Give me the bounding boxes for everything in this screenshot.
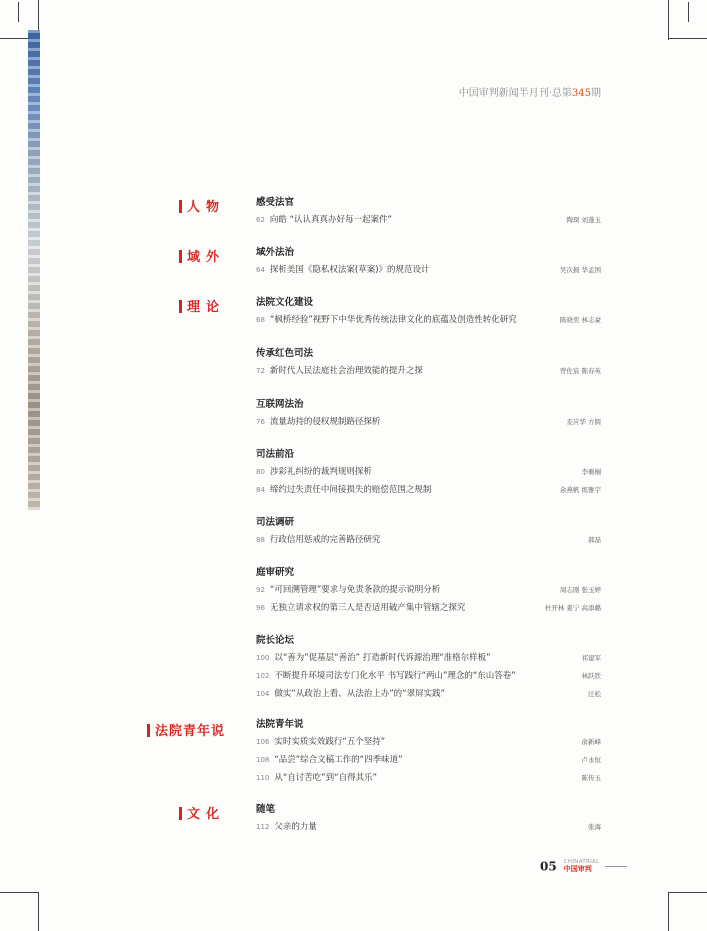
toc-section	[256, 448, 601, 498]
article-authors: 余燕帆 练雅宇	[559, 486, 601, 494]
article-title: 新时代人民法庭社会治理效能的提升之探	[269, 366, 423, 376]
crop-mark	[669, 38, 707, 39]
toc-section	[256, 347, 601, 379]
article-title: 向皓 “认认真真办好每一起案件”	[269, 215, 392, 225]
article-authors: 吴次损 华孟国	[559, 266, 601, 274]
article-title: 从“自讨苦吃”到“自得其乐”	[274, 773, 377, 783]
section-title: 随笔	[256, 804, 276, 815]
article-authors: 陈传玉	[581, 774, 601, 782]
article-authors: 周志刚 张玉婷	[559, 586, 601, 594]
page-number: 108	[256, 756, 270, 764]
logo-english: CHINATRIAL	[563, 859, 600, 866]
article-title: “可回溯管理”要求与免责条款的提示说明分析	[269, 585, 441, 595]
article-title: 探析美国《隐私权法案(草案)》的规范设计	[269, 265, 430, 275]
toc-entry[interactable]	[256, 212, 601, 228]
toc-section	[256, 516, 601, 548]
crop-mark	[669, 892, 707, 893]
toc-section	[256, 196, 601, 228]
toc-entry[interactable]	[256, 668, 601, 684]
toc-entry[interactable]	[256, 262, 601, 278]
toc-entry[interactable]	[256, 363, 601, 379]
red-bar	[179, 250, 182, 263]
page-number: 104	[256, 690, 270, 698]
toc-entry[interactable]	[256, 650, 601, 666]
section-title: 感受法官	[256, 197, 295, 208]
page-number: 68	[256, 316, 265, 324]
article-authors: 汪松	[588, 690, 601, 698]
article-authors: 曾佐宸 陈春英	[559, 367, 601, 375]
page-footer	[540, 856, 627, 875]
article-title: 缔约过失责任中间接损失的赔偿范围之规制	[269, 485, 432, 495]
page-number: 92	[256, 586, 265, 594]
article-authors: 陈晓奕 林志豪	[559, 316, 601, 324]
toc-entry[interactable]	[256, 312, 601, 328]
toc-entry[interactable]	[256, 734, 601, 750]
toc-section	[256, 296, 601, 328]
article-authors: 祁建军	[581, 654, 601, 662]
toc-section	[256, 566, 601, 616]
category-yuwai	[0, 246, 225, 265]
toc-entry[interactable]	[256, 752, 601, 768]
magazine-logo	[564, 860, 600, 873]
crop-mark	[38, 892, 39, 931]
section-title: 司法前沿	[256, 449, 295, 460]
page-number: 110	[256, 774, 270, 782]
crop-mark	[18, 2, 19, 22]
section-title: 庭审研究	[256, 567, 295, 578]
toc-entry[interactable]	[256, 414, 601, 430]
article-authors: 郝磊	[588, 536, 601, 544]
article-authors: 林跃铁	[581, 672, 601, 680]
crop-mark	[688, 2, 689, 22]
article-authors: 麦应华 方圆	[566, 418, 601, 426]
red-bar	[179, 200, 182, 213]
category-renwu	[0, 196, 225, 215]
toc-section	[256, 246, 601, 278]
toc-entry[interactable]	[256, 582, 601, 598]
section-title: 传承红色司法	[256, 348, 314, 359]
page-number: 106	[256, 738, 270, 746]
section-title: 互联网法治	[256, 399, 304, 410]
category-wenhua	[0, 803, 225, 822]
category-label: 法院青年说	[154, 724, 225, 739]
page-number: 88	[256, 536, 265, 544]
article-title: 以“善为”促基层“善治” 打造新时代诉源治理“准格尔样板”	[274, 653, 491, 663]
red-bar	[179, 300, 182, 313]
page-number: 64	[256, 266, 265, 274]
article-authors: 卢永恒	[581, 756, 601, 764]
crop-mark	[668, 0, 669, 40]
toc-entry[interactable]	[256, 686, 601, 702]
article-title: 做实“从政治上看、从法治上办”的“翠屏实践”	[274, 689, 445, 699]
toc-entry[interactable]	[256, 532, 601, 548]
toc-entry[interactable]	[256, 482, 601, 498]
crop-mark	[668, 892, 669, 931]
article-title: 实时实质实效践行“五个坚持”	[274, 737, 386, 747]
issue-number: 345	[571, 88, 591, 99]
category-label: 人物	[186, 200, 225, 215]
footer-rule	[605, 866, 627, 867]
article-title: 父亲的力量	[274, 822, 317, 832]
article-authors: 陶琛 刘蓬玉	[566, 216, 601, 224]
toc-section	[256, 634, 601, 702]
article-title: 涉彩礼纠纷的裁判规则探析	[269, 467, 372, 477]
page-number: 112	[256, 823, 270, 831]
red-bar	[147, 724, 150, 737]
article-title: “枫桥经验”视野下中华优秀传统法律文化的底蕴及创造性转化研究	[269, 315, 517, 325]
section-title: 院长论坛	[256, 635, 295, 646]
page-number: 100	[256, 654, 270, 662]
toc-entry[interactable]	[256, 464, 601, 480]
toc-section	[256, 398, 601, 430]
article-authors: 杜开林 姜宁 高添璐	[544, 604, 601, 612]
toc-entry[interactable]	[256, 819, 601, 835]
page-number: 76	[256, 418, 265, 426]
footer-page-number: 05	[540, 859, 557, 874]
category-label: 域外	[186, 250, 225, 265]
category-qingnian	[0, 720, 225, 739]
section-title: 法院文化建设	[256, 297, 314, 308]
toc-entry[interactable]	[256, 770, 601, 786]
article-title: “品尝”综合文稿工作的“四季味道”	[274, 755, 403, 765]
toc-entry[interactable]	[256, 600, 601, 616]
red-bar	[179, 807, 182, 820]
article-title: 行政信用惩戒的完善路径研究	[269, 535, 381, 545]
page-number: 80	[256, 468, 265, 476]
issue-header	[459, 84, 601, 99]
article-authors: 俞新峰	[581, 738, 601, 746]
section-title: 域外法治	[256, 247, 295, 258]
section-title: 司法调研	[256, 517, 295, 528]
article-title: 流量劫持的侵权规制路径探析	[269, 417, 381, 427]
article-authors: 张海	[588, 823, 601, 831]
toc-section	[256, 803, 601, 835]
article-title: 不断提升环境司法专门化水平 书写践行“两山”理念的“东山答卷”	[274, 671, 516, 681]
category-lilun	[0, 296, 225, 315]
page-number: 72	[256, 367, 265, 375]
page-number: 62	[256, 216, 265, 224]
article-authors: 李剩桐	[581, 468, 601, 476]
article-title: 无独立请求权的第三人是否适用破产集中管辖之探究	[269, 603, 466, 613]
category-label: 文化	[186, 807, 225, 822]
page-number: 102	[256, 672, 270, 680]
category-label: 理论	[186, 300, 225, 315]
section-title: 法院青年说	[256, 719, 304, 730]
header-prefix: 中国审判新闻半月刊·总第	[458, 88, 572, 99]
crop-mark	[0, 892, 38, 893]
logo-chinese: 中国审判	[563, 864, 592, 873]
toc-section	[256, 718, 601, 786]
cover-photo-strip	[28, 30, 40, 510]
page-number: 96	[256, 604, 265, 612]
page-number: 84	[256, 486, 265, 494]
header-suffix: 期	[591, 88, 601, 99]
